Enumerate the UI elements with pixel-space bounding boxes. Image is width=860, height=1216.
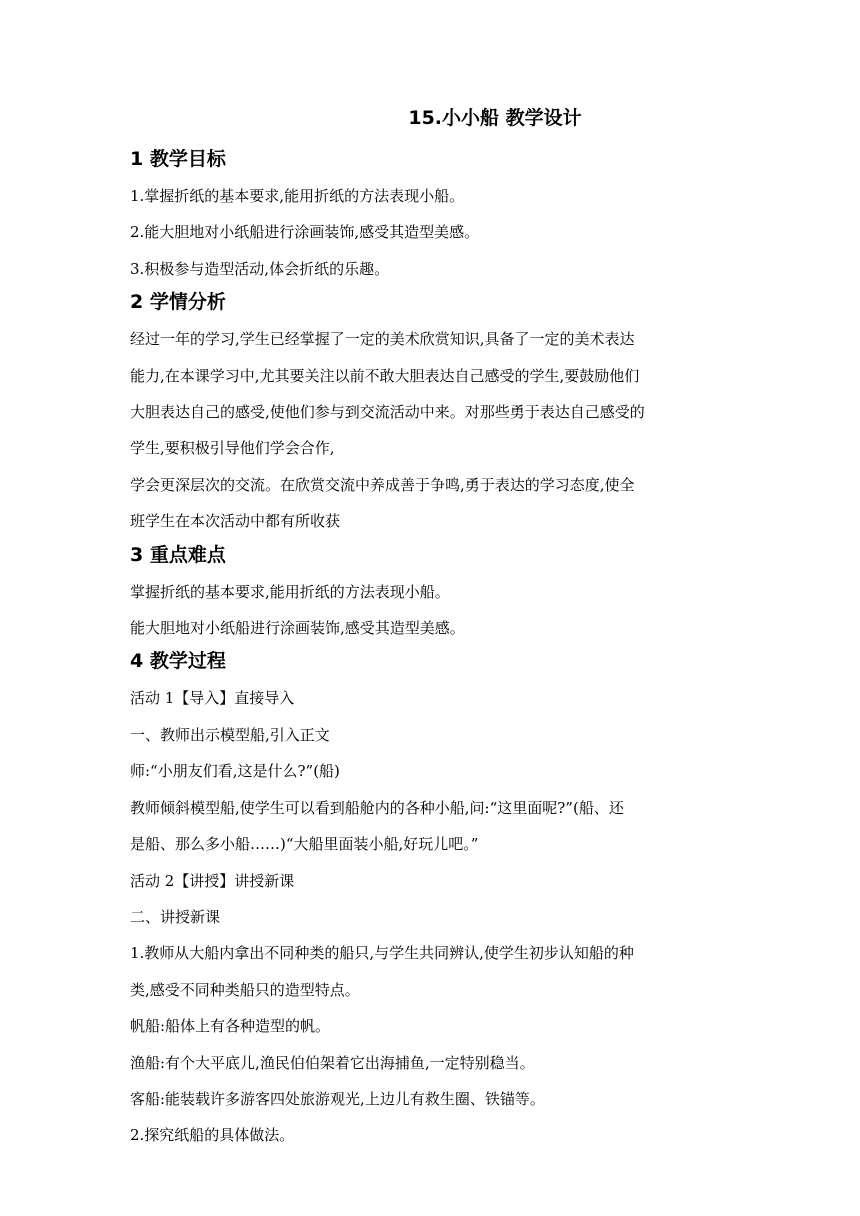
paragraph-line: 大胆表达自己的感受,使他们参与到交流活动中来。对那些勇于表达自己感受的 — [130, 403, 645, 422]
section-heading: 1 教学目标 — [130, 148, 226, 170]
paragraph-line: 班学生在本次活动中都有所收获 — [130, 512, 341, 531]
paragraph-line: 类,感受不同种类船只的造型特点。 — [130, 980, 360, 999]
section-teaching-process — [130, 646, 740, 1153]
paragraph-line: 1.教师从大船内拿出不同种类的船只,与学生共同辨认,使学生初步认知船的种 — [130, 944, 634, 963]
section-learner-analysis — [130, 287, 740, 539]
paragraph-line: 渔船:有个大平底儿,渔民伯伯架着它出海捕鱼,一定特别稳当。 — [130, 1053, 535, 1072]
paragraph-line: 2.能大胆地对小纸船进行涂画装饰,感受其造型美感。 — [130, 223, 480, 242]
document-title: 15.小小船 教学设计 — [408, 107, 582, 129]
paragraph-line: 1.掌握折纸的基本要求,能用折纸的方法表现小船。 — [130, 187, 465, 205]
paragraph-line: 一、教师出示模型船,引入正文 — [130, 725, 330, 744]
paragraph-line: 客船:能装载许多游客四处旅游观光,上边儿有救生圈、铁锚等。 — [130, 1089, 545, 1108]
paragraph-line: 学会更深层次的交流。在欣赏交流中养成善于争鸣,勇于表达的学习态度,使全 — [130, 475, 635, 494]
paragraph-line: 二、讲授新课 — [130, 907, 221, 926]
paragraph-line: 活动 2【讲授】讲授新课 — [130, 871, 295, 890]
section-key-difficulties — [130, 540, 740, 647]
paragraph-line: 活动 1【导入】直接导入 — [130, 689, 295, 708]
paragraph-line: 师:“小朋友们看,这是什么?”(船) — [130, 762, 340, 781]
paragraph-line: 帆船:船体上有各种造型的帆。 — [130, 1017, 331, 1036]
paragraph-line: 经过一年的学习,学生已经掌握了一定的美术欣赏知识,具备了一定的美术表达 — [130, 330, 635, 349]
section-teaching-objectives — [130, 144, 740, 287]
paragraph-line: 掌握折纸的基本要求,能用折纸的方法表现小船。 — [130, 582, 450, 601]
paragraph-line: 是船、那么多小船……)“大船里面装小船,好玩儿吧。” — [130, 835, 479, 854]
paragraph-line: 教师倾斜模型船,使学生可以看到船舱内的各种小船,问:“这里面呢?”(船、还 — [130, 798, 624, 817]
paragraph-line: 能大胆地对小纸船进行涂画装饰,感受其造型美感。 — [130, 619, 465, 638]
paragraph-line: 3.积极参与造型活动,体会折纸的乐趣。 — [130, 259, 390, 278]
paragraph-line: 学生,要积极引导他们学会合作, — [130, 439, 335, 458]
section-heading: 4 教学过程 — [130, 650, 226, 673]
document-body — [130, 144, 740, 1154]
paragraph-line: 2.探究纸船的具体做法。 — [130, 1126, 295, 1145]
section-heading: 3 重点难点 — [130, 543, 226, 566]
section-heading: 2 学情分析 — [130, 291, 226, 314]
paragraph-line: 能力,在本课学习中,尤其要关注以前不敢大胆表达自己感受的学生,要鼓励他们 — [130, 366, 640, 385]
